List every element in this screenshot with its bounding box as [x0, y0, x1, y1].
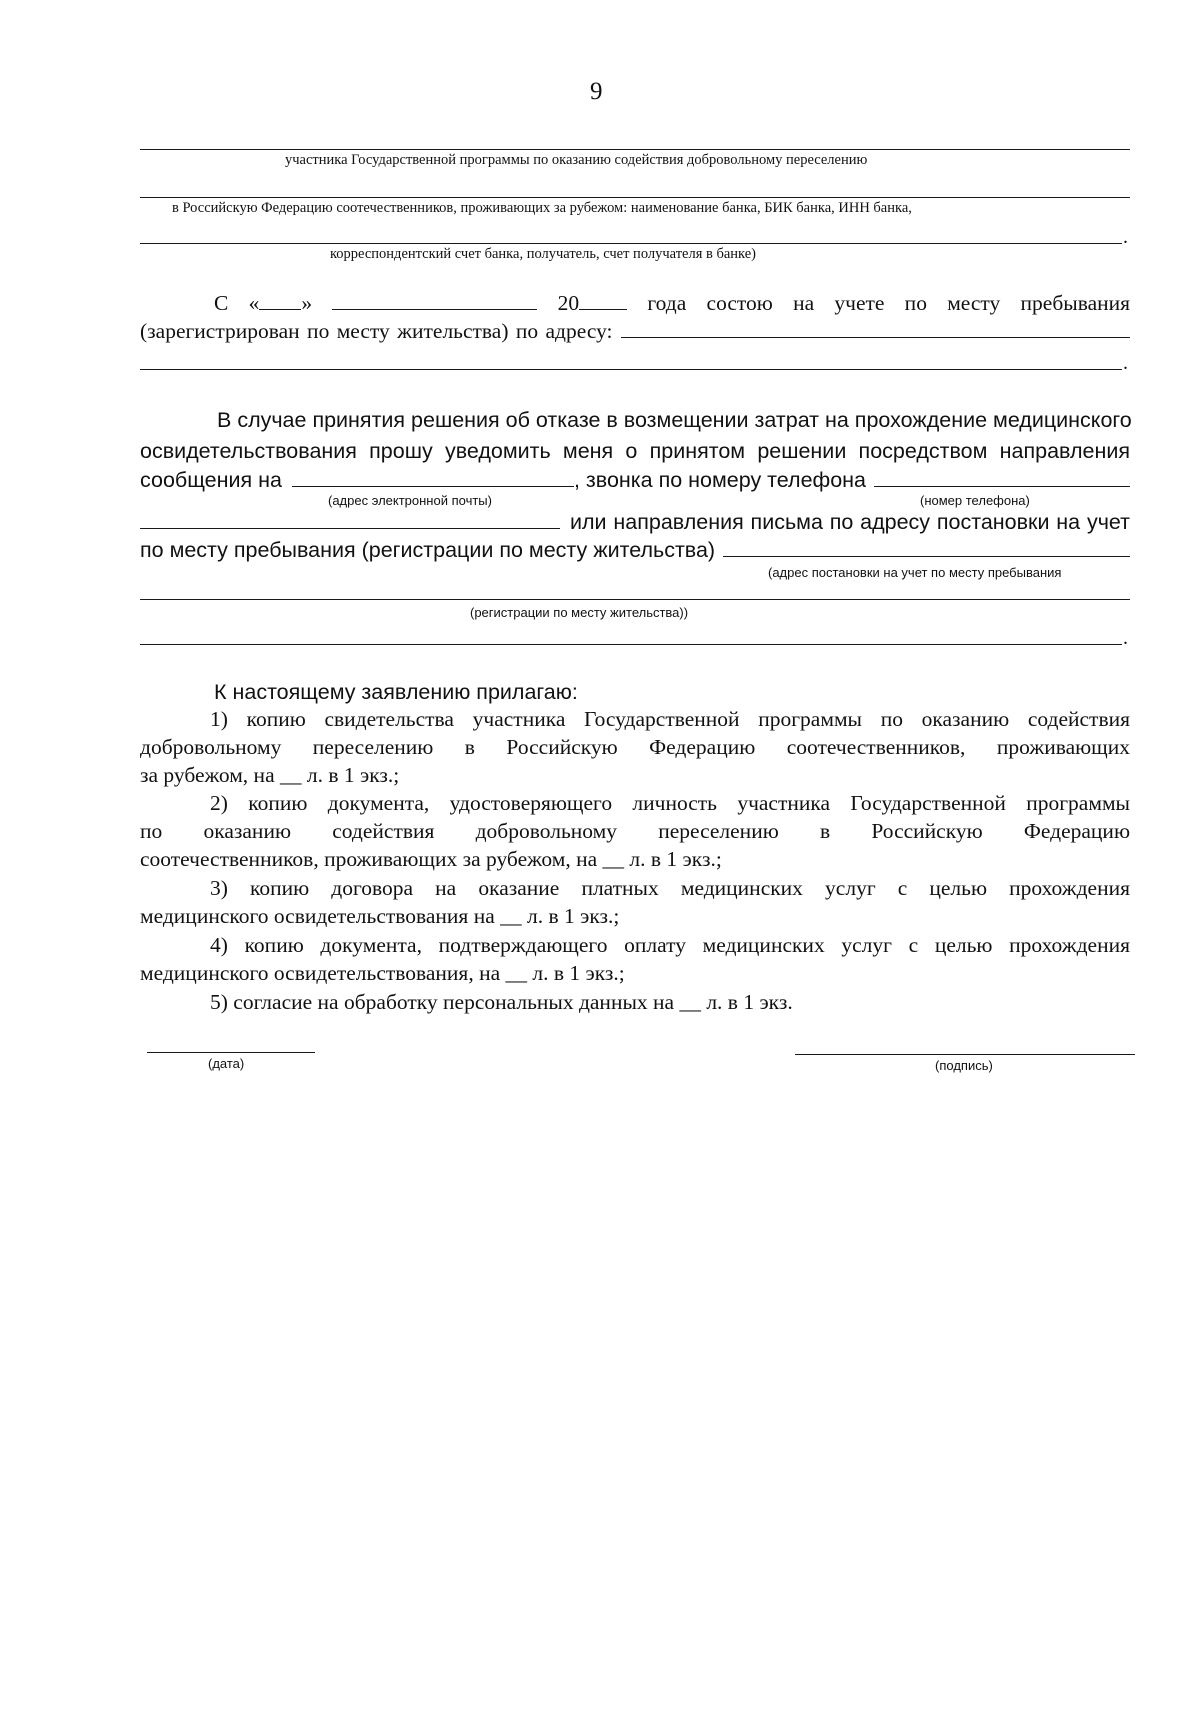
notification-line-3 — [140, 466, 1130, 494]
page-number: 9 — [590, 78, 603, 105]
attachment-5: 5) согласие на обработку персональных данных на __ л. в 1 экз. — [210, 990, 793, 1014]
registration-line-1-text: года состою на учете по месту пребывания — [647, 291, 1131, 315]
notification-line-3-prefix: сообщения на — [140, 468, 282, 492]
signature-line[interactable] — [795, 1054, 1135, 1055]
email-caption: (адрес электронной почты) — [328, 493, 492, 508]
notification-line-5 — [140, 536, 1130, 564]
notification-line-1: В случае принятия решения об отказе в возмещении затрат на прохождение медицинского — [217, 408, 1132, 432]
attachment-3-line-2: медицинского освидетельствования на __ л. в 1 экз.; — [140, 904, 620, 928]
postal-address-field[interactable] — [723, 538, 1130, 557]
day-field[interactable] — [259, 291, 301, 310]
attachment-3-line-1: 3) копию договора на оказание платных медицинских услуг с целью прохождения — [210, 876, 1130, 900]
notification-line-3-middle: , звонка по номеру телефона — [573, 468, 867, 492]
attachment-1-line-2: добровольному переселению в Российскую Федерацию соотечественников, проживающих — [140, 735, 1130, 759]
registration-line-2 — [140, 317, 1130, 345]
address-caption-1: (адрес постановки на учет по месту пребывания — [768, 565, 1062, 580]
email-field-continued[interactable] — [140, 510, 560, 529]
signature-caption: (подпись) — [935, 1058, 993, 1073]
notification-line-4-text: или направления письма по адресу постановки на учет — [570, 510, 1130, 534]
bank-details-caption-1: участника Государственной программы по оказанию содействия добровольному переселению — [285, 152, 868, 168]
bank-details-caption-3: корреспондентский счет банка, получатель, счет получателя в банке) — [330, 246, 757, 262]
registration-line-1 — [214, 289, 1130, 317]
postal-address-line-3[interactable] — [140, 644, 1122, 645]
from-label: С « — [214, 291, 260, 315]
from-quote-close: » — [301, 291, 313, 315]
notification-line-2: освидетельствования прошу уведомить меня о принятом решении посредством направления — [140, 439, 1130, 463]
month-field[interactable] — [332, 291, 537, 310]
bank-details-line-3[interactable] — [140, 243, 1122, 244]
bank-details-line-1[interactable] — [140, 149, 1130, 150]
attachment-1-line-3: за рубежом, на __ л. в 1 экз.; — [140, 763, 400, 787]
registration-address-field[interactable] — [621, 319, 1130, 338]
notification-period: . — [1123, 627, 1128, 649]
notification-line-5-text: по месту пребывания (регистрации по месту жительства) — [140, 538, 716, 562]
year-prefix: 20 — [557, 291, 580, 315]
attachment-2-line-2: по оказанию содействия добровольному переселению в Российскую Федерацию — [140, 819, 1130, 843]
attachments-intro: К настоящему заявлению прилагаю: — [214, 680, 578, 704]
attachment-2-line-1: 2) копию документа, удостоверяющего личность участника Государственной программы — [210, 791, 1130, 815]
date-line[interactable] — [147, 1052, 315, 1053]
registration-period: . — [1123, 352, 1128, 374]
registration-line-2-text: (зарегистрирован по месту жительства) по адресу: — [140, 319, 613, 343]
bank-details-period: . — [1123, 226, 1128, 248]
bank-details-caption-2: в Российскую Федерацию соотечественников, проживающих за рубежом: наименование банка, БИК банка, ИНН банка, — [172, 200, 912, 216]
date-caption: (дата) — [208, 1056, 245, 1071]
year-field[interactable] — [579, 291, 627, 310]
registration-address-line-2[interactable] — [140, 369, 1122, 370]
address-caption-2: (регистрации по месту жительства)) — [470, 605, 689, 620]
attachment-4-line-2: медицинского освидетельствования, на __ л. в 1 экз.; — [140, 961, 625, 985]
postal-address-line-2[interactable] — [140, 599, 1130, 600]
notification-line-4 — [140, 508, 1130, 536]
email-field[interactable] — [292, 468, 574, 487]
bank-details-line-2[interactable] — [140, 197, 1130, 198]
attachment-1-line-1: 1) копию свидетельства участника Государственной программы по оказанию содействия — [210, 707, 1130, 731]
attachment-4-line-1: 4) копию документа, подтверждающего оплату медицинских услуг с целью прохождения — [210, 933, 1130, 957]
phone-caption: (номер телефона) — [920, 493, 1030, 508]
phone-field[interactable] — [874, 468, 1130, 487]
attachment-2-line-3: соотечественников, проживающих за рубежом, на __ л. в 1 экз.; — [140, 847, 722, 871]
